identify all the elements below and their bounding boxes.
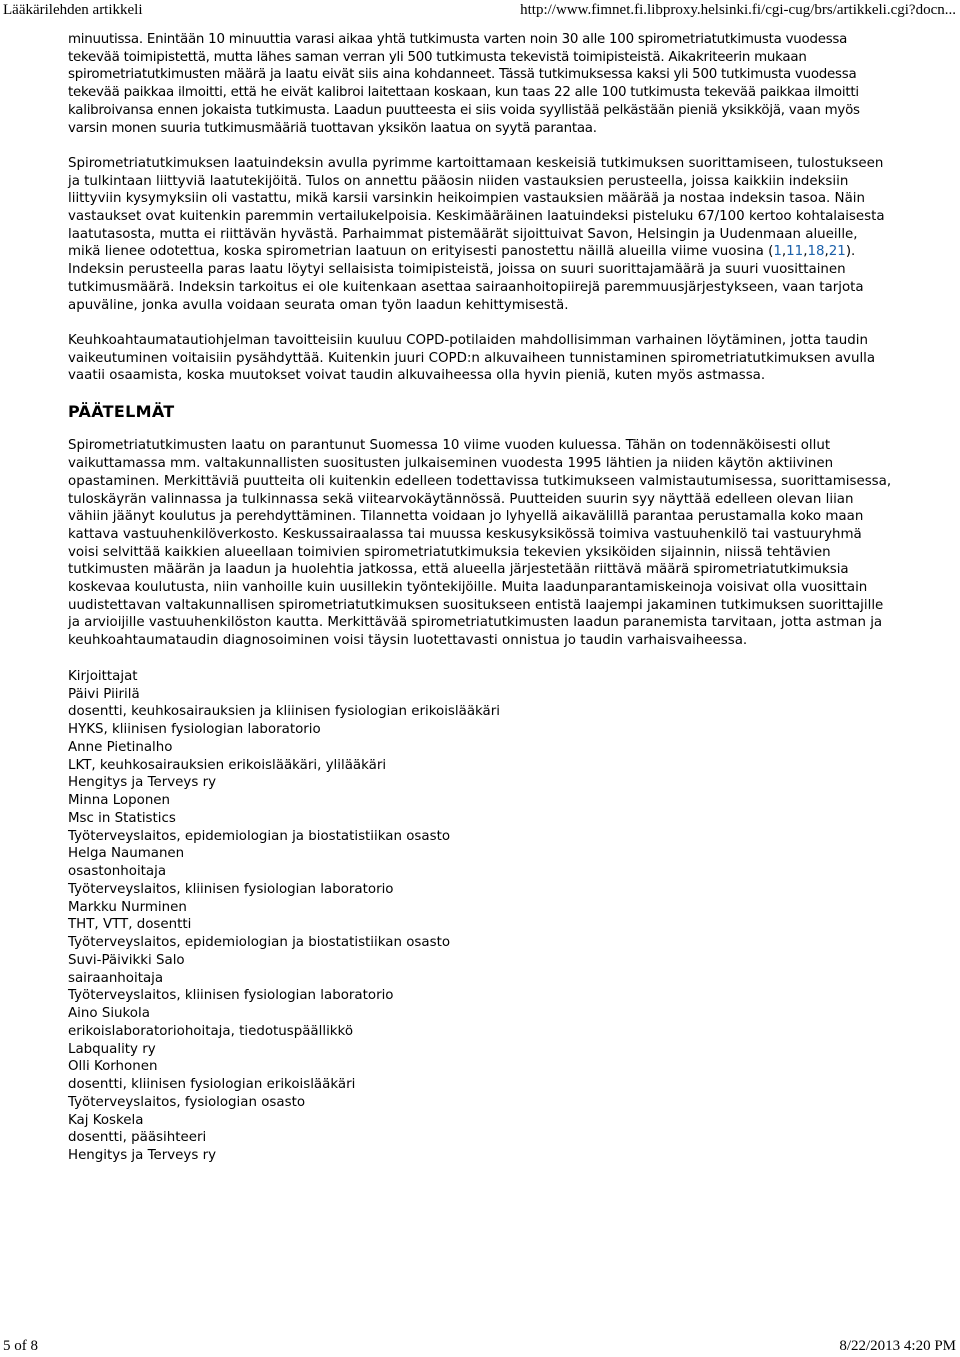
author-line: Anne Pietinalho	[68, 739, 173, 755]
author-line: Labquality ry	[68, 1041, 156, 1057]
paragraph-text: Laadun puutteesta ei siis voida syyllistää pelkästään pieniä yksikköjä, vaan myös varsin monen suuria tutkimusmääriä tuottavan yksikön laatua on syytä parantaa.	[68, 102, 860, 136]
section-heading: PÄÄTELMÄT	[68, 401, 175, 421]
paragraph-copd: Keuhkoahtaumatautiohjelman tavoitteisiin kuuluu COPD-potilaiden mahdollisimman varhainen löytäminen, jotta taudin vaikeutuminen voitaisiin pysähdyttää. Kuitenkin juuri COPD:n alkuvaiheen tunnistaminen spirometriatutkimuksen avulla vaatii osaamista, koska muutokset voivat taudin alkuvaiheessa olla hyvin pieniä, kuten myös astmassa.	[68, 332, 876, 384]
author-line: LKT, keuhkosairauksien erikoislääkäri, ylilääkäri	[68, 757, 387, 773]
author-line: dosentti, pääsihteeri	[68, 1130, 207, 1146]
author-line: HYKS, kliinisen fysiologian laboratorio	[68, 722, 321, 738]
paragraph-text: minuutissa. Enintään 10 minuuttia varasi aikaa yhtä tutkimusta varten noin 30 alle 100 spirometriatutkimusta vuodessa tekevää toimipistettä, mutta lähes saman verran yli 500 tutkimusta tekevistä toimipisteistä. Aikakriteerin mukaan spirometriatutkimusten määrä ja laatu eivät siis aina kohdanneet.	[68, 32, 848, 83]
print-header	[0, 0, 960, 22]
author-line: THT, VTT, dosentti	[68, 917, 192, 933]
author-line: Hengitys ja Terveys ry	[68, 775, 217, 791]
author-line: erikoislaboratoriohoitaja, tiedotuspäällikkö	[68, 1023, 354, 1039]
author-line: Helga Naumanen	[68, 846, 185, 862]
paragraph-conclusions: Spirometriatutkimusten laatu on parantunut Suomessa 10 viime vuoden kuluessa. Tähän on todennäköisesti ollut vaikuttamassa mm. valtakunnallisten suositusten julkaiseminen vuodesta 1995 lähtien ja niiden käytön aktiivinen opastaminen. Merkittäviä puutteita oli kuitenkin edelleen todettavissa tutkimukseen valmistautumisessa, suorittamisessa, tuloskäyrän valinnassa ja tulkinnassa sekä viitearvokäytännössä. Puutteiden suurin syy näyttää edelleen olevan liian vähiin jäänyt koulutus ja perehdyttäminen. Tilannetta voidaan jo lyhyellä aikavälillä parantaa perustamalla koko maan kattava vastuuhenkilöverkosto. Keskussairaalassa tai muussa keskusyksikössä toimiva vastuuhenkilö tai vastuuryhmä voisi selvittää kaikkien alueellaan toimivien spirometriatutkimuksia tekevien yksiköiden sijainnin, niissä tehtävien tutkimusten määrän ja laadun ja huolehtia jatkossa, että alueella järjestetään riittävä määrä spirometriatutkimuksia koskevaa koulutusta, niin vanhoille kuin uusillekin työntekijöille. Muita laadunparantamiskeinoja voisivat olla vuosittain uudistettavan valtakunnallisen spirometriatutkimuksen suositukseen entistä laajempi jakaminen tutkimuksen suorittajille ja arvioijille vastuuhenkilöston kautta. Merkittävää spirometriatutkimusten laadun paranemista tarvitaan, jotta astman ja keuhkoahtaumataudin diagnosoiminen voisi täysin luotettavasti onnistua jo taudin varhaisvaiheessa.	[68, 438, 892, 649]
reference-link[interactable]: 11	[786, 244, 804, 260]
author-line: Työterveyslaitos, epidemiologian ja biostatistiikan osasto	[68, 935, 451, 951]
author-line: dosentti, keuhkosairauksien ja kliinisen fysiologian erikoislääkäri	[68, 704, 500, 720]
header-page-title: Lääkärilehden artikkeli	[3, 2, 143, 18]
reference-link[interactable]: 1	[773, 244, 782, 260]
author-line: osastonhoitaja	[68, 864, 167, 880]
paragraph-text: ). Indeksin perusteella paras laatu löytyi sellaisista toimipisteistä, joissa on suuri suorittajamäärä ja suuri vuosittainen tutkimusmäärä. Indeksin tarkoitus ei ole kuitenkaan asettaa sairaanhoitopiirejä paremmuusjärjestykseen, vaan tarjota apuväline, jonka avulla voidaan seurata oman työn laadun kehittymisestä.	[68, 244, 864, 313]
paragraph-text: Spirometriatutkimuksen laatuindeksin avulla pyrimme kartoittamaan keskeisiä tutkimuksen suorittamiseen, tulostukseen ja tulkintaan liittyviä laatutekijöitä. Tulos on annettu pääosin niiden vastauksien perusteella, joissa kaikkiin indeksiin liittyviin kysymyksiin oli vastattu, mikä karsii varsinkin heikoimpien vastauksien määrää ja nostaa indeksin tasoa. Näin vastaukset ovat kuitenkin paremmin vertailukelpoisia. Keskimääräinen laatuindeksi pisteluku 67/100 kertoo kohtalaisesta laatutasosta, mutta ei riittävän hyvästä. Parhaimmat pistemäärät sijoittuivat Savon, Helsingin ja Uudenmaan alueille, mikä lienee odotettua, koska spirometrian laatuun on erityisesti panostettu näillä alueilla viime vuosina (	[68, 155, 885, 260]
author-line: Olli Korhonen	[68, 1059, 158, 1075]
author-line: Msc in Statistics	[68, 810, 176, 826]
author-line: dosentti, kliinisen fysiologian erikoislääkäri	[68, 1077, 356, 1093]
reference-link[interactable]: 18	[807, 244, 825, 260]
reference-link[interactable]: 21	[828, 244, 846, 260]
paragraph-quality-index: Spirometriatutkimuksen laatuindeksin avulla pyrimme kartoittamaan keskeisiä tutkimuksen suorittamiseen, tulostukseen ja tulkintaan liittyviä laatutekijöitä. Tulos on annettu pääosin niiden vastauksien perusteella, joissa kaikkiin indeksiin liittyviin kysymyksiin oli vastattu, mikä karsii varsinkin heikoimpien vastauksien määrää ja nostaa indeksin tasoa. Näin vastaukset ovat kuitenkin paremmin vertailukelpoisia. Keskimääräinen laatuindeksi pisteluku 67/100 kertoo kohtalaisesta laatutasosta, mutta ei riittävän hyvästä. Parhaimmat pistemäärät sijoittuivat Savon, Helsingin ja Uudenmaan alueille, mikä lienee odotettua, koska spirometrian laatuun on erityisesti panostettu näillä alueilla viime vuosina (1,11,18,21). Indeksin perusteella paras laatu löytyi sellaisista toimipisteistä, joissa on suuri suorittajamäärä ja suuri vuosittainen tutkimusmäärä. Indeksin tarkoitus ei ole kuitenkaan asettaa sairaanhoitopiirejä paremmuusjärjestykseen, vaan tarjota apuväline, jonka avulla voidaan seurata oman työn laadun kehittymisestä.	[68, 155, 885, 313]
author-line: sairaanhoitaja	[68, 970, 164, 986]
header-url: http://www.fimnet.fi.libproxy.helsinki.fi/cgi-cug/brs/artikkeli.cgi?docn...	[520, 2, 956, 18]
author-line: Markku Nurminen	[68, 899, 187, 915]
page-number: 5 of 8	[3, 1338, 38, 1354]
paragraph-time-criteria	[68, 31, 894, 137]
print-footer	[0, 1337, 960, 1357]
author-line: Päivi Piirilä	[68, 686, 140, 702]
author-line: Minna Loponen	[68, 793, 171, 809]
article-body	[68, 31, 894, 1165]
author-line: Työterveyslaitos, kliinisen fysiologian laboratorio	[68, 881, 394, 897]
author-line: Suvi-Päivikki Salo	[68, 952, 185, 968]
authors-heading: Kirjoittajat	[68, 668, 138, 684]
paragraph-text: Tässä tutkimuksessa kaksi yli 500 tutkimusta vuodessa tekevää paikkaa ilmoitti, että he eivät kalibroi laitettaan koskaan, kun taas 22 alle 100 tutkimusta tekevää paikkaa ilmoitti kalibroivansa ennen jokaista tutkimusta.	[68, 67, 859, 118]
author-line: Työterveyslaitos, fysiologian osasto	[68, 1094, 306, 1110]
author-line: Työterveyslaitos, kliinisen fysiologian laboratorio	[68, 988, 394, 1004]
author-line: Työterveyslaitos, epidemiologian ja biostatistiikan osasto	[68, 828, 451, 844]
print-timestamp: 8/22/2013 4:20 PM	[839, 1338, 956, 1354]
author-line: Aino Siukola	[68, 1006, 150, 1022]
author-line: Hengitys ja Terveys ry	[68, 1148, 217, 1164]
author-line: Kaj Koskela	[68, 1112, 144, 1128]
author-list	[68, 668, 894, 1165]
